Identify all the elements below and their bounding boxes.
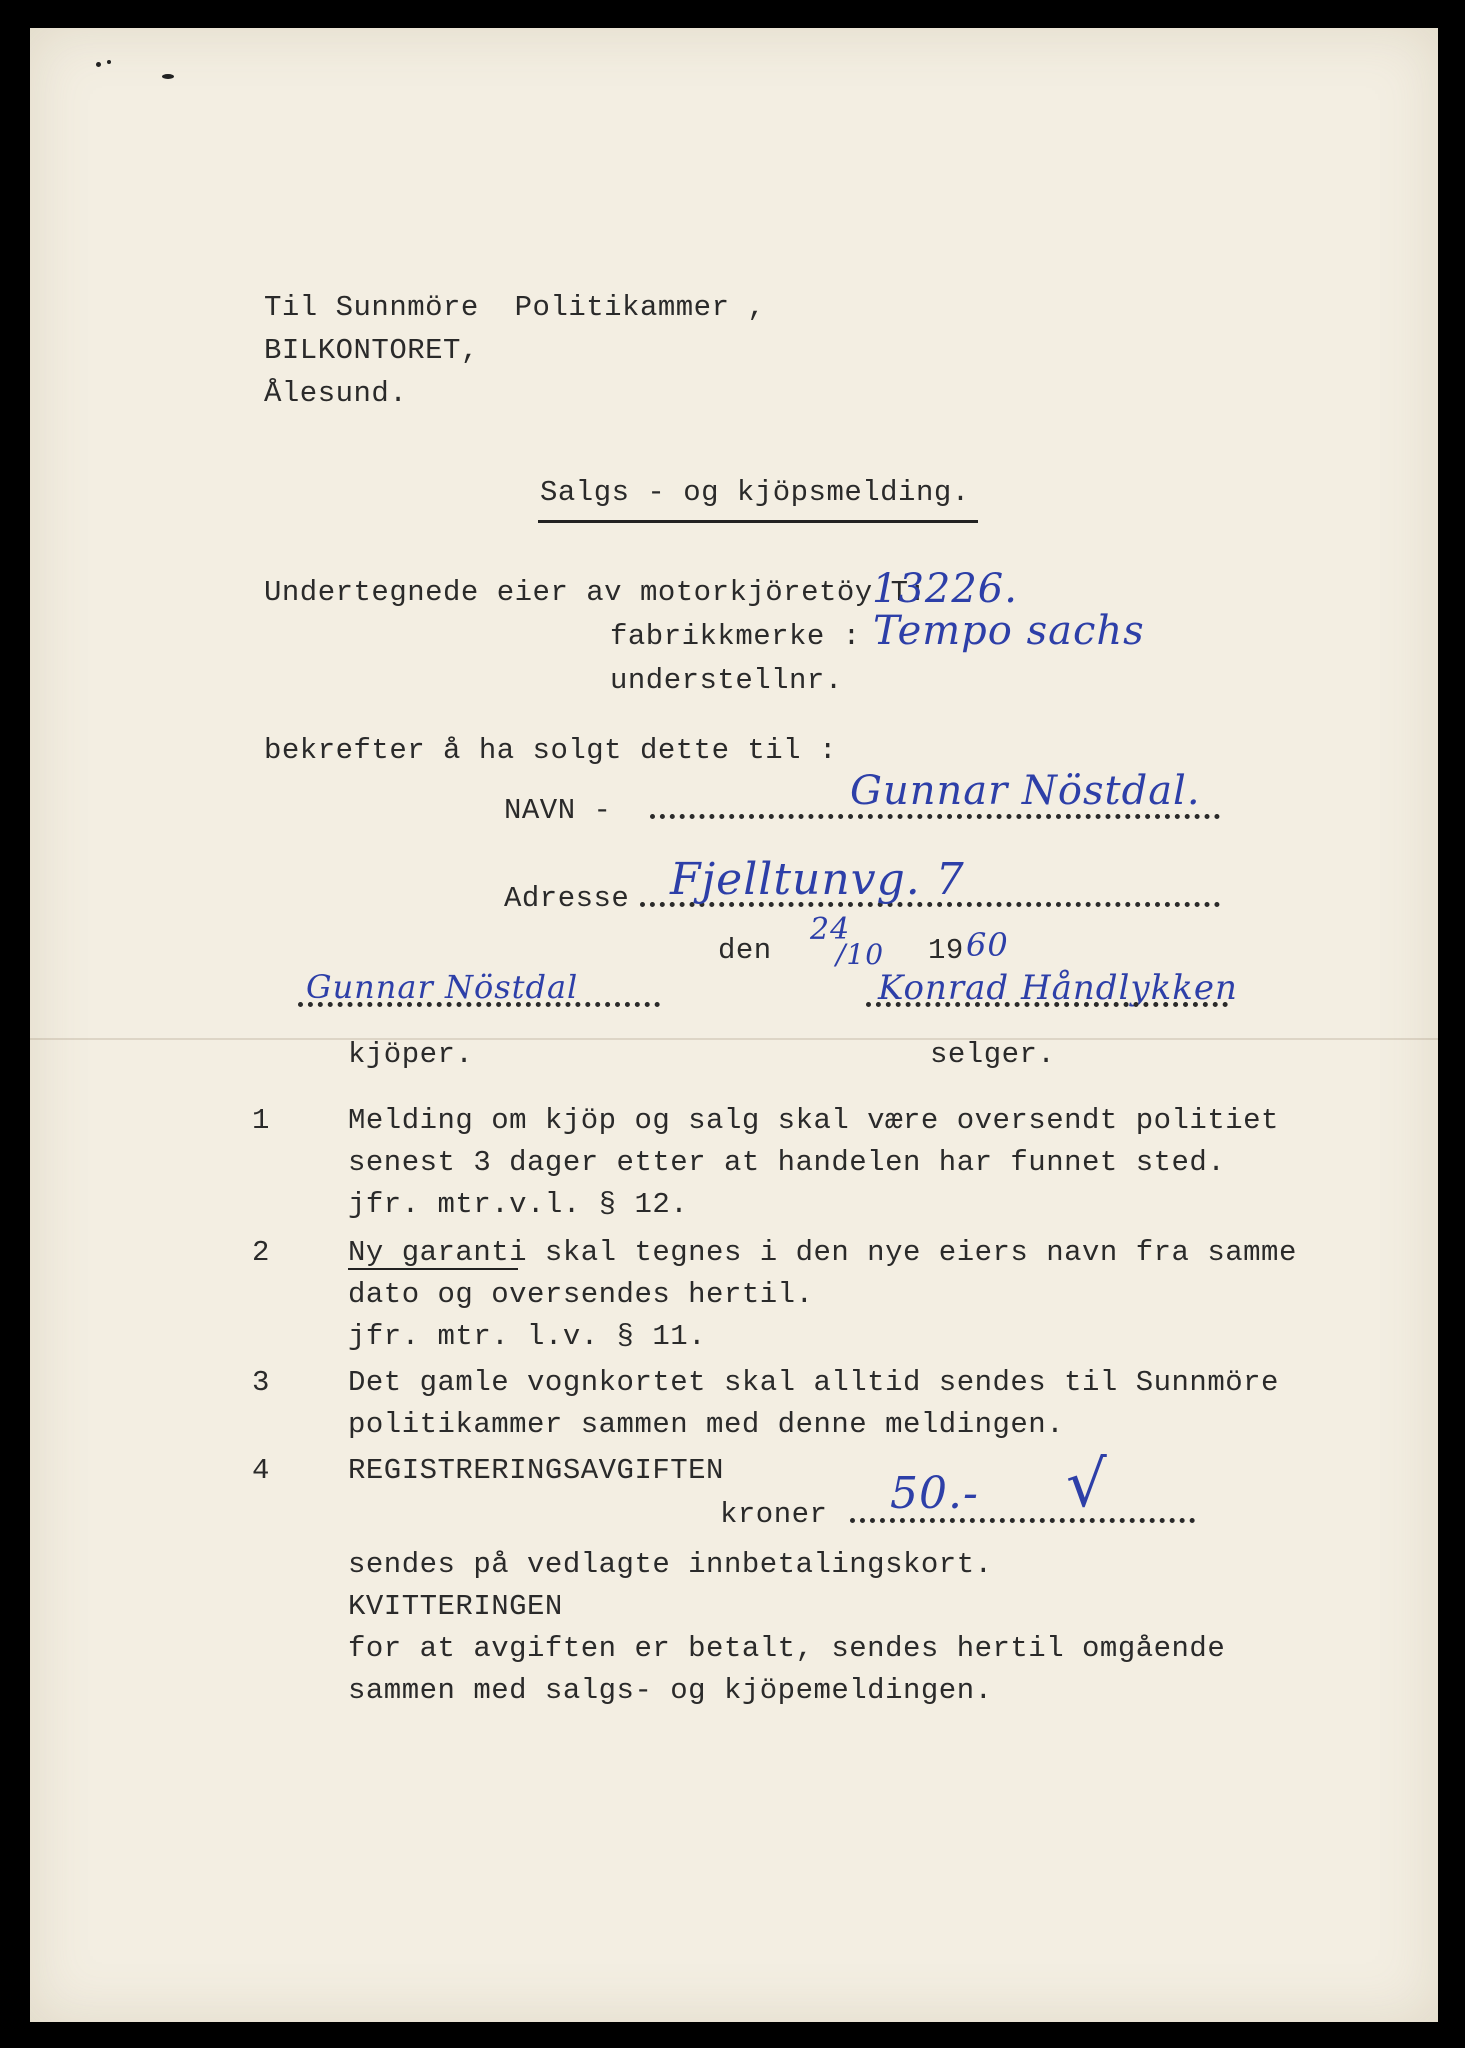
item-3-line: Det gamle vognkortet skal alltid sendes til Sunnmöre	[348, 1366, 1279, 1399]
garanti-underline	[348, 1268, 518, 1270]
date-day: 24	[810, 912, 851, 947]
vehicle-make: Tempo sachs	[873, 608, 1145, 654]
fee-after-line: sendes på vedlagte innbetalingskort.	[348, 1548, 993, 1581]
fee-after-line: for at avgiften er betalt, sendes hertil omgående	[348, 1632, 1226, 1665]
confirm-text: bekrefter å ha solgt dette til :	[264, 734, 837, 767]
item-2-line: jfr. mtr. l.v. § 11.	[348, 1320, 707, 1353]
item-1-line: senest 3 dager etter at handelen har funnet sted.	[348, 1146, 1226, 1179]
title-underline	[538, 520, 978, 523]
ink-speck	[107, 60, 111, 64]
name-dotted-line	[650, 814, 1220, 819]
name-label: NAVN -	[504, 794, 612, 827]
fee-after-line: sammen med salgs- og kjöpemeldingen.	[348, 1674, 993, 1707]
item-3-line: politikammer sammen med denne meldingen.	[348, 1408, 1065, 1441]
make-label: fabrikkmerke :	[610, 620, 861, 653]
fold-line	[30, 1038, 1438, 1040]
year-prefix: 19	[928, 934, 964, 967]
item-1-line: Melding om kjöp og salg skal være oversendt politiet	[348, 1104, 1279, 1137]
item-4-line: REGISTRERINGSAVGIFTEN	[348, 1454, 724, 1487]
owner-label: Undertegnede eier av motorkjöretöy T:	[264, 576, 927, 609]
item-1-line: jfr. mtr.v.l. § 12.	[348, 1188, 689, 1221]
item-4-number: 4	[252, 1454, 270, 1487]
recipient-line-2: BILKONTORET,	[264, 334, 479, 367]
recipient-line-3: Ålesund.	[264, 377, 408, 410]
fee-amount: 50.-	[890, 1468, 979, 1519]
ink-speck	[162, 74, 174, 79]
date-label: den	[718, 934, 772, 967]
item-3-number: 3	[252, 1366, 270, 1399]
address-label: Adresse	[504, 882, 630, 915]
chassis-label: understellnr.	[610, 664, 843, 697]
ink-speck	[96, 62, 101, 67]
registration-number: 13226.	[872, 566, 1018, 612]
item-1-number: 1	[252, 1104, 270, 1137]
year-suffix: 60	[966, 926, 1009, 964]
item-2-line: Ny garanti skal tegnes i den nye eiers navn fra samme	[348, 1236, 1297, 1269]
buyer-signature-line	[298, 1002, 660, 1007]
seller-signature-line	[866, 1002, 1228, 1007]
document-page	[30, 28, 1438, 2022]
recipient-line-1: Til Sunnmöre Politikammer ,	[264, 291, 766, 324]
buyer-label: kjöper.	[348, 1038, 474, 1071]
kroner-label: kroner	[720, 1498, 828, 1531]
buyer-name: Gunnar Nöstdal.	[850, 768, 1201, 814]
check-mark: √	[1066, 1448, 1108, 1522]
document-title: Salgs - og kjöpsmelding.	[540, 476, 970, 509]
fee-after-line: KVITTERINGEN	[348, 1590, 563, 1623]
date-month: /10	[836, 938, 885, 971]
seller-signature: Konrad Håndlykken	[878, 968, 1238, 1008]
item-2-line: dato og oversendes hertil.	[348, 1278, 814, 1311]
buyer-address: Fjelltunvg. 7	[670, 854, 965, 905]
buyer-signature: Gunnar Nöstdal	[306, 968, 579, 1006]
seller-label: selger.	[930, 1038, 1056, 1071]
item-2-number: 2	[252, 1236, 270, 1269]
